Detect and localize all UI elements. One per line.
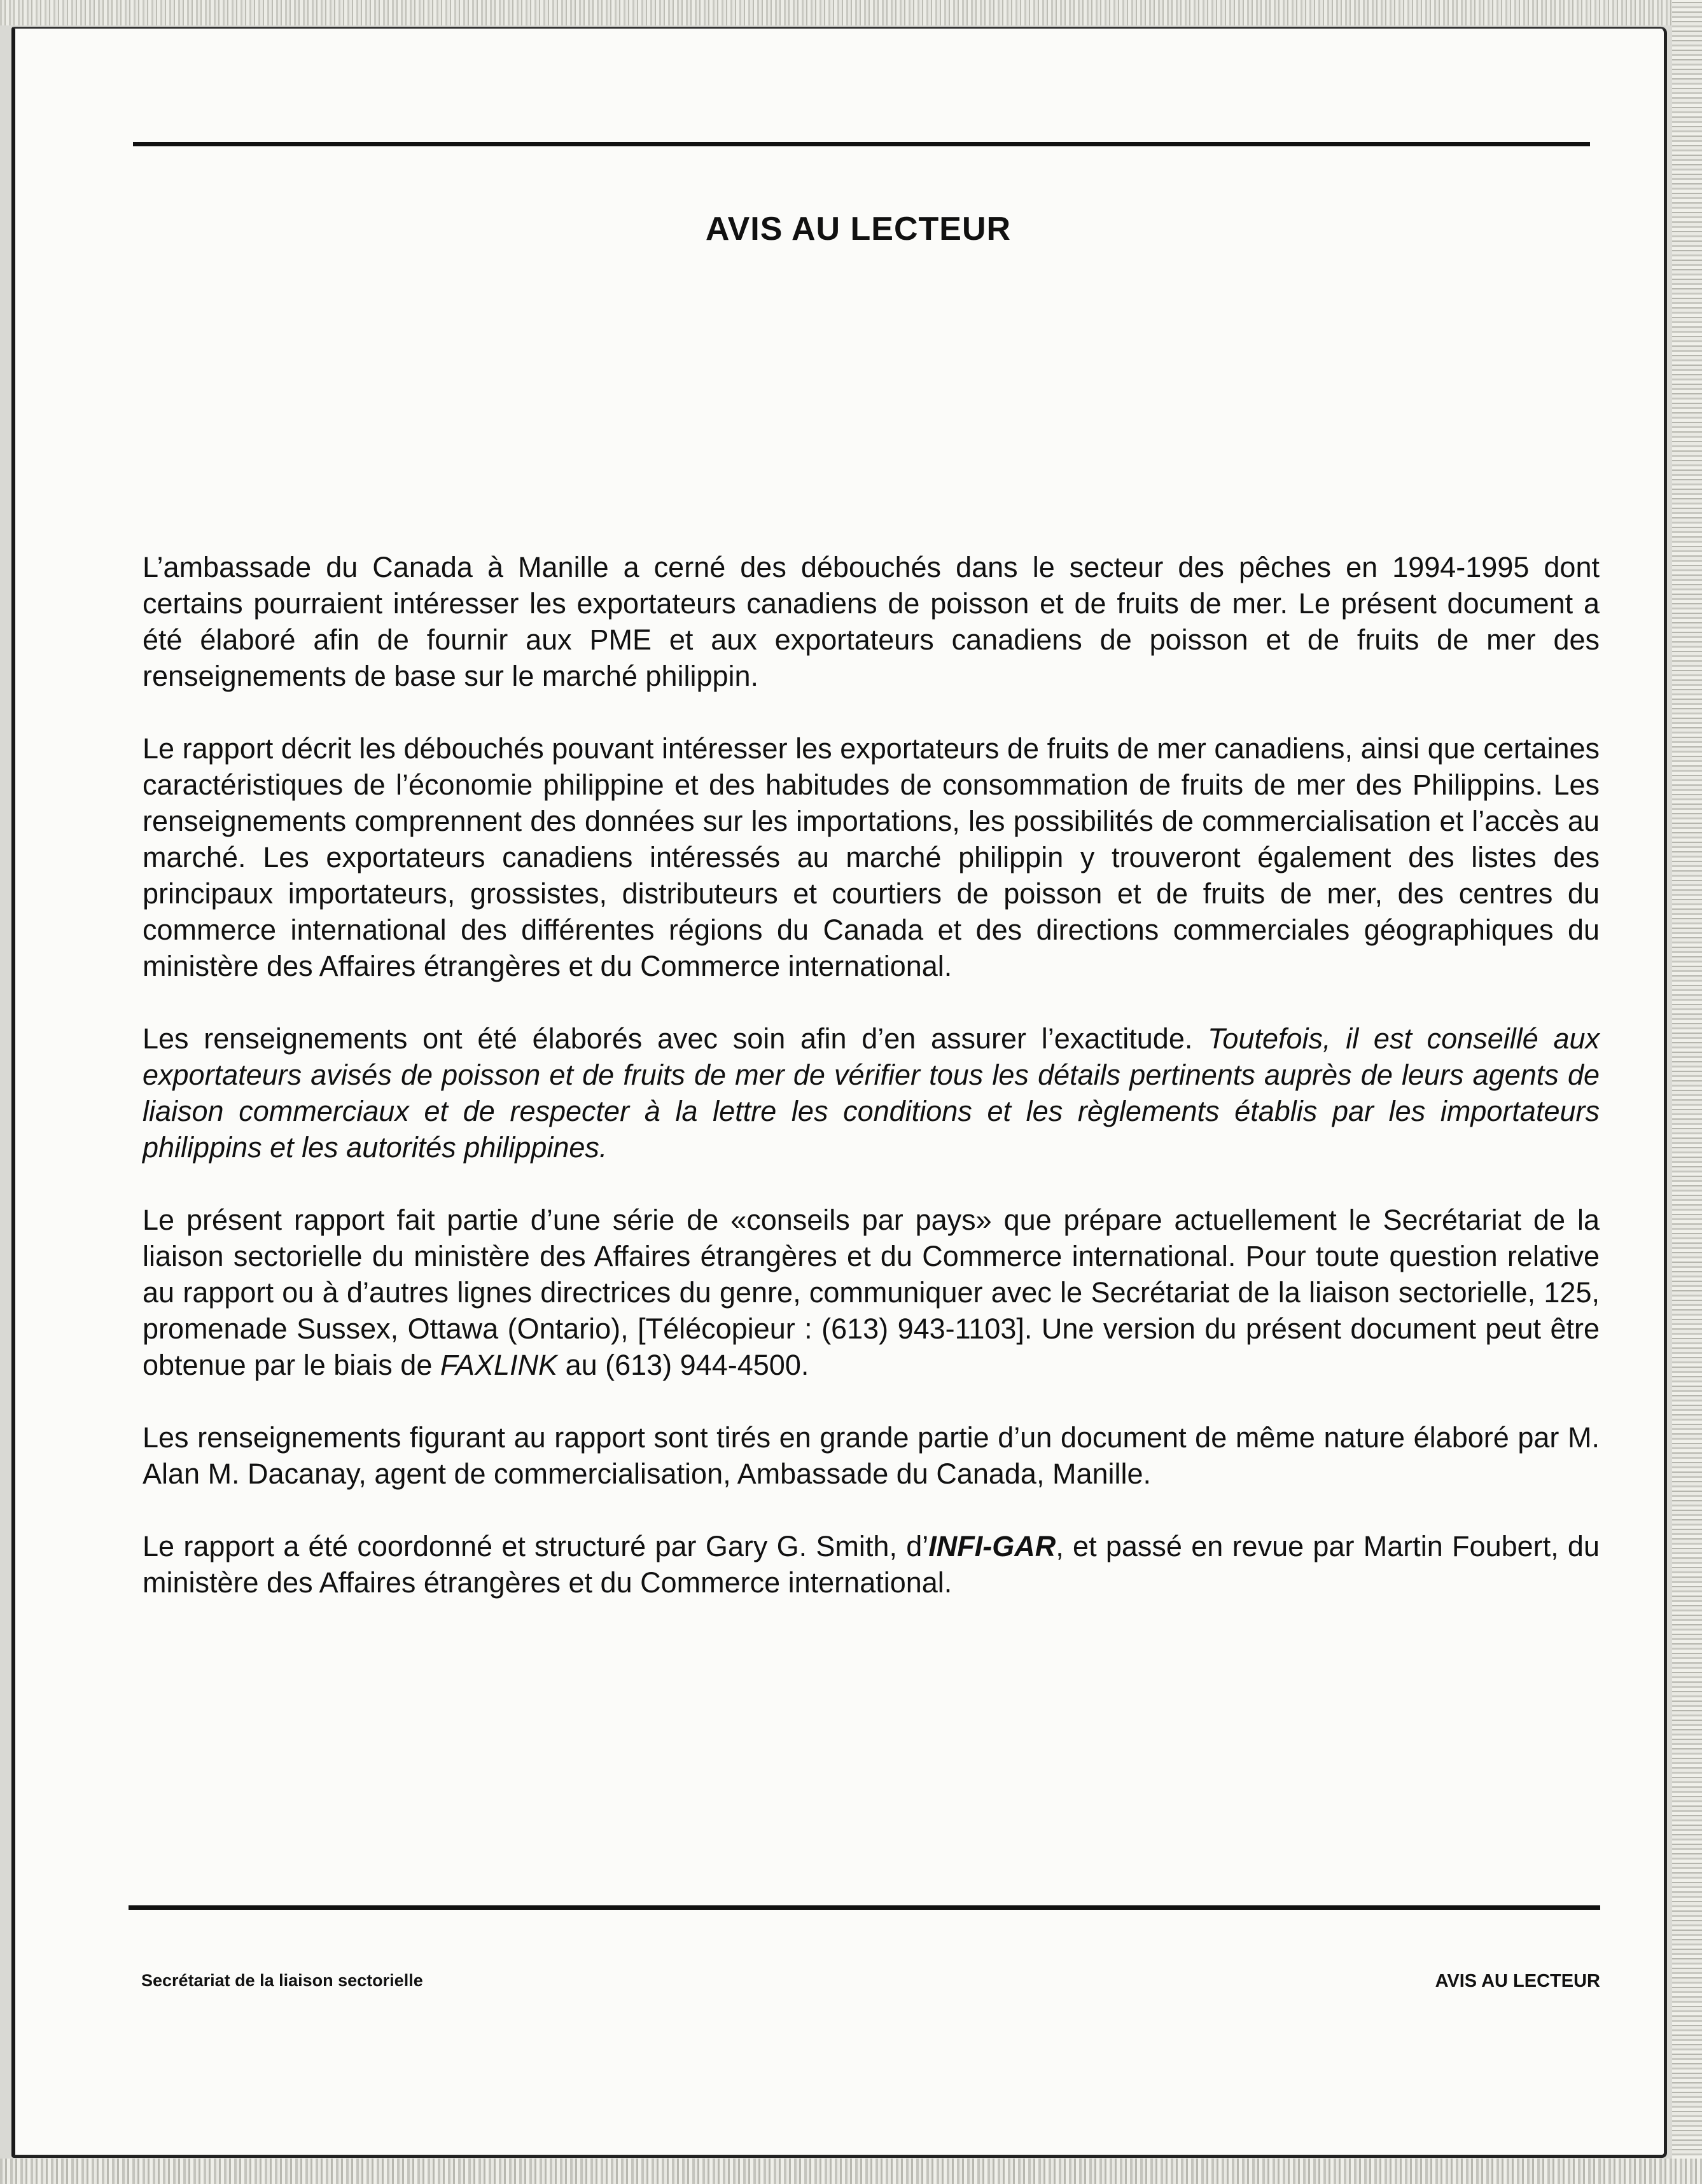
paragraph-3 bbox=[143, 1020, 1600, 1165]
paragraph-6 bbox=[143, 1528, 1600, 1601]
body-text bbox=[143, 549, 1600, 1601]
paragraph-6-text: Le rapport a été coordonné et structuré par Gary G. Smith, d’ bbox=[143, 1530, 929, 1562]
paragraph-1: L’ambassade du Canada à Manille a cerné des débouchés dans le secteur des pêches en 1994-1995 dont certains pourraient intéresser les exportateurs canadiens de poisson et de fruits de mer. Le présent document a été élaboré afin de fournir aux PME et aux exportateurs canadiens de poisson et de fruits de mer des renseignements de base sur le marché philippin. bbox=[143, 551, 1600, 692]
page-title: AVIS AU LECTEUR bbox=[705, 211, 1012, 247]
footer-rule bbox=[129, 1905, 1600, 1910]
scan-border-bottom bbox=[0, 2159, 1702, 2184]
paragraph-3-text: Les renseignements ont été élaborés avec soin afin d’en assurer l’exactitude. bbox=[143, 1022, 1208, 1055]
footer-organization: Secrétariat de la liaison sectorielle bbox=[141, 1971, 423, 1990]
footer-section-title: AVIS AU LECTEUR bbox=[1435, 1971, 1600, 1991]
paragraph-4-text: Le présent rapport fait partie d’une série de «conseils par pays» que prépare actuellement le Secrétariat de la liaison sectorielle du ministère des Affaires étrangères et du Commerce international. Pour toute question relative au rapport ou à d’autres lignes directrices du genre, communiquer avec le Secrétariat de la liaison sectorielle, 125, promenade Sussex, Ottawa (Ontario), [Télécopieur : (613) 943-1103]. Une version du présent document peut être obtenue par le biais de bbox=[143, 1204, 1600, 1381]
paragraph-4-text-end: au (613) 944-4500. bbox=[557, 1349, 809, 1381]
paragraph-4 bbox=[143, 1202, 1600, 1383]
infi-gar-text: INFI-GAR bbox=[928, 1530, 1056, 1562]
paragraph-5: Les renseignements figurant au rapport sont tirés en grande partie d’un document de même nature élaboré par M. Alan M. Dacanay, agent de commercialisation, Ambassade du Canada, Manille. bbox=[143, 1421, 1600, 1490]
paragraph-3-italic-text: Toutefois, il est conseillé aux exportateurs avisés de poisson et de fruits de mer de vérifier tous les détails pertinents auprès de leurs agents de liaison commerciaux et de respecter à la lettre les conditions et les règlements établis par les importateurs philippins et les autorités philippines. bbox=[143, 1022, 1600, 1164]
scan-border-right bbox=[1672, 0, 1702, 2184]
faxlink-text: FAXLINK bbox=[440, 1349, 558, 1381]
scan-border-top bbox=[0, 0, 1702, 25]
document-page bbox=[11, 27, 1667, 2158]
header-rule bbox=[133, 142, 1590, 146]
paragraph-2: Le rapport décrit les débouchés pouvant intéresser les exportateurs de fruits de mer canadiens, ainsi que certaines caractéristiques de l’économie philippine et des habitudes de consommation de fruits de mer des Philippins. Les renseignements comprennent des données sur les importations, les possibilités de commercialisation et l’accès au marché. Les exportateurs canadiens intéressés au marché philippin y trouveront également des listes des principaux importateurs, grossistes, distributeurs et courtiers de poisson et de fruits de mer, des centres du commerce international des différentes régions du Canada et des directions commerciales géographiques du ministère des Affaires étrangères et du Commerce international. bbox=[143, 732, 1600, 982]
paragraph-6-text-end: , et passé en revue par Martin Foubert, du ministère des Affaires étrangères et du Commerce international. bbox=[143, 1530, 1600, 1599]
